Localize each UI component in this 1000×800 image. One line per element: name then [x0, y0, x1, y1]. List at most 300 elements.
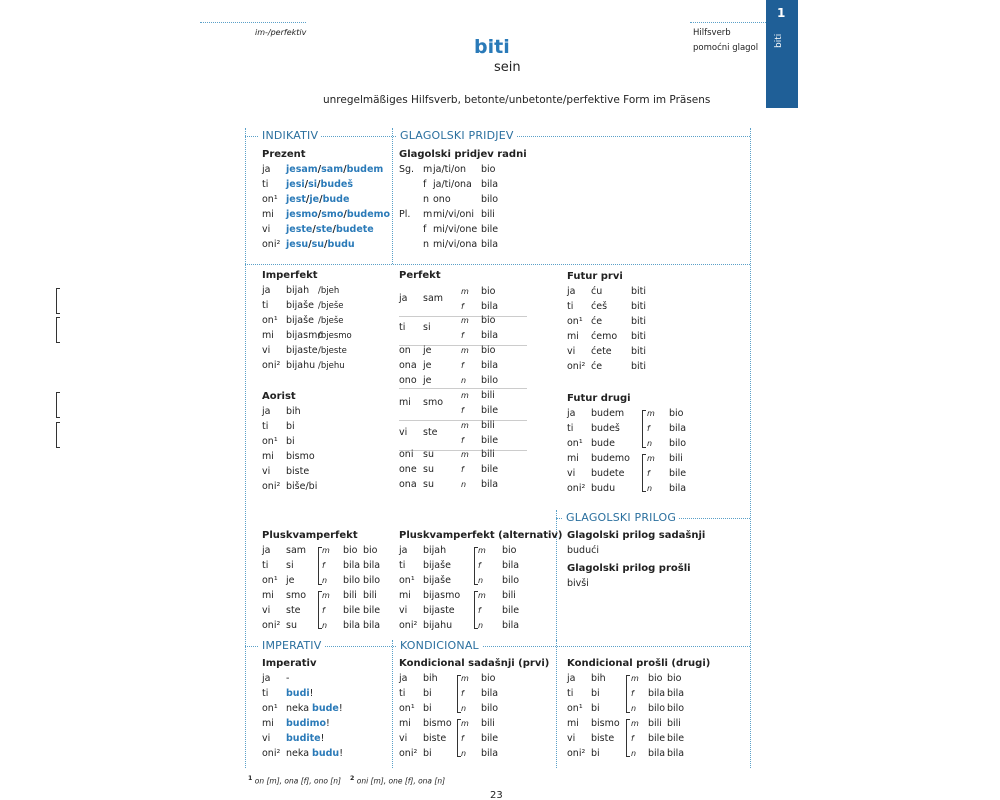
person: oni² [399, 620, 418, 631]
form: bili [481, 449, 495, 460]
form: bilo [481, 703, 499, 714]
person: on¹ [262, 575, 278, 586]
pronoun: ja/ti/ona [433, 179, 472, 190]
gender: f [631, 734, 634, 743]
form: bijahu [286, 360, 316, 371]
aux: si [286, 560, 294, 571]
form: bilo [502, 575, 520, 586]
gender: f [461, 331, 464, 340]
form: bila [343, 620, 361, 631]
person: ti [399, 322, 406, 333]
slash: / [308, 239, 312, 250]
tab-number: 1 [777, 6, 786, 20]
gender: f [461, 361, 464, 370]
prezent-form: bude [322, 194, 350, 205]
form: bio [481, 164, 496, 175]
infinitive: biti [631, 361, 647, 372]
aux: budemo [591, 453, 630, 464]
aux: su [423, 449, 434, 460]
prezent-form: je [309, 194, 320, 205]
form: bile [363, 605, 381, 616]
imperativ-form [286, 747, 343, 761]
form: bili [481, 390, 495, 401]
verb-type-hr: pomoćni glagol [693, 43, 759, 53]
prezent-form: jeste [286, 224, 313, 235]
person: mi [399, 397, 411, 408]
aux: budeš [591, 423, 620, 434]
aux: ćeš [591, 301, 608, 312]
form: bila [667, 748, 685, 759]
form: bili [481, 209, 495, 220]
gender-bracket [56, 392, 60, 418]
person: on¹ [399, 575, 415, 586]
gender-bracket [56, 317, 60, 343]
gender: n [322, 576, 328, 585]
section-kondicional: KONDICIONAL [397, 639, 482, 652]
person: ti [567, 301, 574, 312]
chapter-tab [766, 0, 798, 108]
gender: n [461, 749, 467, 758]
prezent-forms [286, 238, 355, 252]
aux: bijah [423, 545, 447, 556]
gender: n [647, 484, 653, 493]
aux: smo [286, 590, 307, 601]
person: vi [399, 605, 408, 616]
person: mi [399, 718, 411, 729]
person: ti [262, 300, 269, 311]
person: ja [262, 406, 271, 417]
gender-bracket [457, 719, 461, 757]
person: ja [262, 285, 271, 296]
prezent-title: Prezent [262, 149, 306, 160]
futur2-title: Futur drugi [567, 393, 631, 404]
imperativ-title: Imperativ [262, 658, 317, 669]
person: on¹ [262, 194, 278, 205]
aux: biste [591, 733, 615, 744]
prezent-form: su [311, 239, 325, 250]
form: bio [669, 408, 684, 419]
person: ti [399, 688, 406, 699]
person: vi [262, 224, 271, 235]
aux: su [423, 479, 434, 490]
pronoun: mi/vi/oni [433, 209, 475, 220]
gender-bracket [318, 547, 322, 585]
prezent-form: smo [321, 209, 344, 220]
person: vi [262, 345, 271, 356]
form: bilo [481, 375, 499, 386]
form-alt: /bjeh [318, 286, 340, 296]
gender: m [647, 454, 655, 463]
form: bile [343, 605, 361, 616]
form: bila [343, 560, 361, 571]
form: bio [481, 286, 496, 297]
form: biste [286, 466, 310, 477]
gender: m [322, 546, 330, 555]
infinitive: biti [631, 316, 647, 327]
person: on [399, 345, 411, 356]
form: bile [481, 733, 499, 744]
person: ja [262, 164, 271, 175]
tab-word: biti [774, 33, 784, 48]
gender-bracket [474, 591, 478, 629]
aux: bi [423, 703, 432, 714]
person: mi [262, 451, 274, 462]
aux: ćemo [591, 331, 618, 342]
prilog-past-value: bivši [567, 578, 589, 589]
gender: m [478, 546, 486, 555]
gender: f [478, 561, 481, 570]
form-alt: /bješe [318, 316, 344, 326]
aux: bismo [423, 718, 452, 729]
gender: m [461, 450, 469, 459]
aux: bude [591, 438, 615, 449]
gender: f [461, 734, 464, 743]
gender: m [461, 316, 469, 325]
aux: bi [423, 688, 432, 699]
prilog-present-value: budući [567, 545, 599, 556]
person: oni² [262, 748, 281, 759]
person: ono [399, 375, 417, 386]
gender: n [461, 480, 467, 489]
form: bilo [667, 703, 685, 714]
slash: / [324, 239, 328, 250]
footnote-1-mark: 1 [248, 775, 253, 782]
gender: m [461, 391, 469, 400]
section-indikativ: INDIKATIV [259, 129, 321, 142]
person: vi [262, 466, 271, 477]
gender: f [461, 302, 464, 311]
form: bile [481, 405, 499, 416]
prezent-form: jest [286, 194, 306, 205]
aux: budete [591, 468, 625, 479]
form: bila [363, 620, 381, 631]
gender-bracket [626, 719, 630, 757]
person: ti [262, 688, 269, 699]
infinitive: biti [631, 346, 647, 357]
kond1-title: Kondicional sadašnji (prvi) [399, 658, 550, 669]
gender: f [461, 436, 464, 445]
prezent-form: jesam [286, 164, 318, 175]
person: oni² [262, 360, 281, 371]
form: bili [481, 718, 495, 729]
slash: / [305, 194, 310, 205]
aux: će [591, 361, 603, 372]
person: ja [567, 408, 576, 419]
aux: je [286, 575, 295, 586]
footnote-1-text: on [m], ona [f], ono [n] [254, 776, 341, 786]
aux: bismo [591, 718, 620, 729]
form: bijaše [286, 315, 314, 326]
aux: bijaše [423, 575, 451, 586]
form: bila [648, 748, 666, 759]
person: vi [567, 733, 576, 744]
form: bile [481, 464, 499, 475]
form: bijaše [286, 300, 314, 311]
slash: / [304, 179, 309, 190]
form: bude [312, 703, 339, 714]
gender: f [423, 224, 427, 235]
form: bila [481, 479, 499, 490]
prezent-forms [286, 208, 390, 222]
person: ja [567, 286, 576, 297]
aux: ste [423, 427, 438, 438]
gender-bracket [457, 675, 461, 713]
form: budi [286, 688, 310, 699]
person: vi [399, 733, 408, 744]
aux: bi [423, 748, 432, 759]
slash: / [317, 209, 322, 220]
verb-type-de: Hilfsverb [693, 28, 731, 38]
aux: je [423, 375, 432, 386]
form: bila [502, 620, 520, 631]
form: bila [481, 748, 499, 759]
gender: m [322, 591, 330, 600]
person: oni² [567, 748, 586, 759]
pronoun: ja/ti/on [433, 164, 467, 175]
person: on¹ [399, 703, 415, 714]
prezent-forms [286, 223, 374, 237]
gender-bracket [642, 454, 646, 492]
footnote-2 [350, 775, 445, 786]
form: bila [669, 483, 687, 494]
prezent-form: jesu [286, 239, 309, 250]
form: bile [667, 733, 685, 744]
form: bilo [648, 703, 666, 714]
aux: budu [591, 483, 616, 494]
gender: n [423, 239, 430, 250]
aux: su [286, 620, 297, 631]
aux: sam [423, 293, 444, 304]
footnote-2-text: oni [m], one [f], ona [n] [356, 776, 446, 786]
prilog-present-title: Glagolski prilog sadašnji [567, 530, 706, 541]
person: oni² [262, 481, 281, 492]
number: Pl. [399, 209, 411, 220]
pronoun: ono [433, 194, 451, 205]
form: bio [481, 315, 496, 326]
slash: / [319, 194, 323, 205]
person: ja [262, 673, 271, 684]
perfekt-title: Perfekt [399, 270, 441, 281]
form: bili [669, 453, 683, 464]
prezent-form: si [308, 179, 318, 190]
person: mi [567, 718, 579, 729]
exclamation: ! [338, 703, 343, 714]
form: bili [667, 718, 681, 729]
prilog-past-title: Glagolski prilog prošli [567, 563, 691, 574]
form: bijaste [286, 345, 318, 356]
prezent-form: budeš [320, 179, 353, 190]
gender: n [631, 749, 637, 758]
aorist-title: Aorist [262, 391, 296, 402]
aux: sam [286, 545, 307, 556]
infinitive: biti [631, 286, 647, 297]
form: budu [312, 748, 340, 759]
aux: ćete [591, 346, 612, 357]
form: bilo [343, 575, 361, 586]
slash: / [317, 179, 321, 190]
prezent-form: jesmo [286, 209, 318, 220]
form: bilo [669, 438, 687, 449]
gender-bracket [626, 675, 630, 713]
gender: n [631, 704, 637, 713]
aux: si [423, 322, 431, 333]
person: oni² [262, 239, 281, 250]
gender: n [461, 704, 467, 713]
gender: n [423, 194, 430, 205]
person: oni² [567, 361, 586, 372]
form-alt: /bjesmo [318, 331, 352, 341]
gender: n [478, 621, 484, 630]
aux: ću [591, 286, 603, 297]
footnote-1 [248, 775, 341, 786]
form: bile [669, 468, 687, 479]
form: bio [343, 545, 358, 556]
particle: - [286, 673, 290, 684]
subtitle: unregelmäßiges Hilfsverb, betonte/unbetonte/perfektive Form im Präsens [323, 94, 711, 106]
form: bi [286, 421, 295, 432]
form: bila [363, 560, 381, 571]
person: mi [399, 590, 411, 601]
form: bili [502, 590, 516, 601]
gender: f [322, 561, 325, 570]
gender: f [647, 424, 650, 433]
gender-bracket [56, 422, 60, 448]
gender: m [423, 164, 433, 175]
person: on¹ [262, 315, 278, 326]
form: bila [481, 330, 499, 341]
slash: / [343, 209, 347, 220]
person: ona [399, 360, 417, 371]
person: on¹ [262, 703, 278, 714]
person: on¹ [567, 703, 583, 714]
person: mi [262, 590, 274, 601]
imperativ-form [286, 702, 343, 716]
person: ja [399, 673, 408, 684]
person: one [399, 464, 417, 475]
form: bili [363, 590, 377, 601]
form: bila [481, 688, 499, 699]
exclamation: ! [309, 688, 314, 699]
infinitive: biti [631, 301, 647, 312]
person: mi [567, 453, 579, 464]
aux: bih [423, 673, 438, 684]
person: ja [567, 673, 576, 684]
gender: n [647, 439, 653, 448]
aux: bih [591, 673, 606, 684]
person: vi [567, 468, 576, 479]
form: bio [481, 345, 496, 356]
imperativ-form [286, 717, 330, 731]
person: on¹ [567, 438, 583, 449]
particle: neka [286, 748, 313, 759]
aux: bi [591, 748, 600, 759]
infinitive: biti [631, 331, 647, 342]
gender: n [478, 576, 484, 585]
aux: bi [591, 688, 600, 699]
aux: bi [591, 703, 600, 714]
prezent-form: budu [327, 239, 355, 250]
person: mi [567, 331, 579, 342]
gender: f [631, 689, 634, 698]
aux: je [423, 345, 432, 356]
person: mi [262, 718, 274, 729]
form: bijah [286, 285, 310, 296]
footnote-2-mark: 2 [350, 775, 355, 782]
form: bile [502, 605, 520, 616]
aux: bijaše [423, 560, 451, 571]
person: oni² [567, 483, 586, 494]
gender: f [461, 689, 464, 698]
gender-bracket [56, 288, 60, 314]
gender: f [461, 465, 464, 474]
gender: m [478, 591, 486, 600]
gender: n [322, 621, 328, 630]
imperfekt-title: Imperfekt [262, 270, 318, 281]
gender: m [461, 421, 469, 430]
person: ja [399, 545, 408, 556]
form: bio [648, 673, 663, 684]
form: bi [286, 436, 295, 447]
aux: ste [286, 605, 301, 616]
form: bila [502, 560, 520, 571]
pronoun: mi/vi/one [433, 224, 478, 235]
person: mi [262, 209, 274, 220]
person: ja [399, 293, 408, 304]
gender: m [423, 209, 433, 220]
section-glagolski-prilog: GLAGOLSKI PRILOG [563, 511, 679, 524]
form: bila [667, 688, 685, 699]
form: bilo [481, 194, 499, 205]
aux: bijahu [423, 620, 453, 631]
form: bih [286, 406, 301, 417]
section-glagolski-pridjev: GLAGOLSKI PRIDJEV [397, 129, 517, 142]
aspect-label: im-/perfektiv [255, 28, 307, 37]
gender: m [647, 409, 655, 418]
aux: će [591, 316, 603, 327]
person: oni [399, 449, 414, 460]
form: bila [481, 179, 499, 190]
form: bile [648, 733, 666, 744]
slash: / [332, 224, 336, 235]
plusk-title: Pluskvamperfekt [262, 530, 358, 541]
gender: m [461, 287, 469, 296]
aux: biste [423, 733, 447, 744]
person: ti [567, 688, 574, 699]
form: bila [669, 423, 687, 434]
form-alt: /bješe [318, 301, 344, 311]
person: vi [399, 427, 408, 438]
form: bila [648, 688, 666, 699]
form: biše/bi [286, 481, 318, 492]
aux: je [423, 360, 432, 371]
form: bila [481, 301, 499, 312]
prezent-form: ste [315, 224, 333, 235]
form: bijasmo [286, 330, 324, 341]
number: Sg. [399, 164, 415, 175]
gender: f [423, 179, 427, 190]
form: bilo [363, 575, 381, 586]
plusk2-title: Pluskvamperfekt (alternativ) [399, 530, 563, 541]
person: ti [567, 423, 574, 434]
form: bili [481, 420, 495, 431]
prezent-forms [286, 178, 353, 192]
form: bio [363, 545, 378, 556]
person: ona [399, 479, 417, 490]
gender-bracket [642, 410, 646, 448]
gender: f [478, 606, 481, 615]
slash: / [312, 224, 316, 235]
person: vi [262, 605, 271, 616]
